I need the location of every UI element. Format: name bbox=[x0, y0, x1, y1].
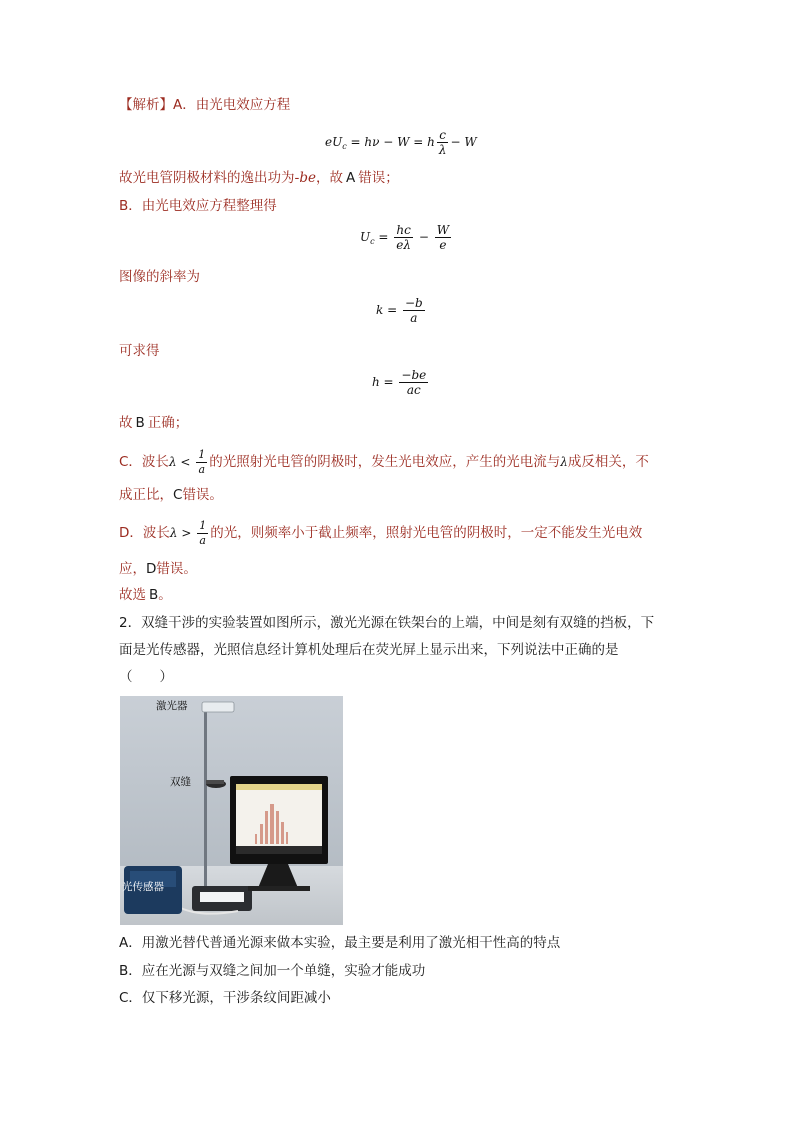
b-correct-line: 故 B 正确； bbox=[119, 415, 189, 431]
question-2-blank: （ ） bbox=[119, 669, 173, 685]
formula-uc: $U_c$ = $\frac{hc}{e\lambda}$ − $\frac{W}{e}$ bbox=[360, 223, 450, 252]
option-c: C．仅下移光源，干涉条纹间距减小 bbox=[119, 990, 331, 1006]
analysis-line-d: D．波长λ > $\frac{1}{a}$ 的光，则频率小于截止频率，照射光电管的阴极时，一定不能发生光电效 bbox=[119, 518, 643, 547]
option-b: B．应在光源与双缝之间加一个单缝，实验才能成功 bbox=[119, 963, 426, 979]
label-laser: 激光器 bbox=[156, 700, 188, 712]
formula-photoelectric: $eU_c = h\nu - W = h$ $\frac{c}{\lambda}$ − W bbox=[325, 128, 477, 157]
analysis-prefix: 【解析】 bbox=[119, 97, 173, 113]
analysis-line-c: C．波长λ < $\frac{1}{a}$ 的光照射光电管的阴极时，发生光电效应，产生的光电流与λ成反相关，不 bbox=[119, 447, 649, 476]
label-light-sensor: 光传感器 bbox=[122, 881, 164, 893]
question-2-line-2: 面是光传感器，光照信息经计算机处理后在荧光屏上显示出来，下列说法中正确的是 bbox=[119, 642, 619, 658]
c-wrong-line: 成正比，C错误。 bbox=[119, 487, 223, 503]
formula-k: k = $\frac{-b}{a}$ bbox=[376, 296, 423, 325]
analysis-line-b: B．由光电效应方程整理得 bbox=[119, 198, 277, 214]
analysis-line-a: A．由光电效应方程 bbox=[173, 97, 291, 113]
slope-text: 图像的斜率为 bbox=[119, 269, 200, 285]
question-2-line-1: 2．双缝干涉的实验装置如图所示，激光光源在铁架台的上端，中间是刻有双缝的挡板，下 bbox=[119, 615, 655, 631]
option-a: A．用激光替代普通光源来做本实验，最主要是利用了激光相干性高的特点 bbox=[119, 935, 561, 951]
d-wrong-line: 应，D错误。 bbox=[119, 561, 197, 577]
label-double-slit: 双缝 bbox=[170, 776, 191, 788]
answer-line: 故选 B。 bbox=[119, 587, 172, 603]
formula-h: h = $\frac{-be}{ac}$ bbox=[372, 368, 427, 397]
work-function-line: 故光电管阴极材料的逸出功为-be，故 A 错误； bbox=[119, 170, 399, 186]
analysis-heading bbox=[119, 95, 290, 115]
double-slit-apparatus-photo bbox=[120, 696, 343, 925]
solve-text: 可求得 bbox=[119, 343, 160, 359]
